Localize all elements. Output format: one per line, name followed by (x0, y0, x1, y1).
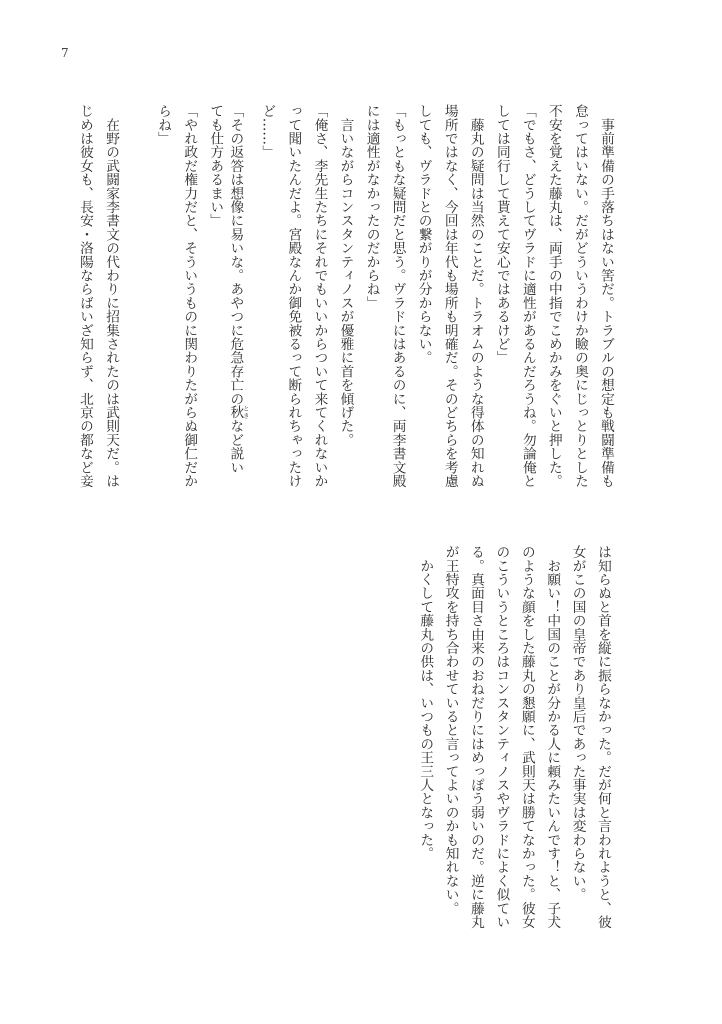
text-line: ど……」 (259, 104, 276, 159)
text-line: しても、ヴラドとの繋がりが分からない。 (415, 104, 432, 365)
ruby-base: 秋 (227, 405, 244, 420)
text-line: 「でもさ、どうしてヴラドに適性があるんだろうね。勿論俺と (519, 104, 536, 488)
text-line: 場所ではなく、今回は年代も場所も明確だ。そのどちらを考慮 (441, 104, 458, 488)
text-line (227, 104, 249, 474)
text-line: らね」 (155, 104, 172, 146)
ruby-annotation (227, 405, 249, 420)
text-line: 女がこの国の皇帝であり皇后であった事実は変わらない。 (569, 545, 586, 902)
text-line: 事前準備の手落ちはない筈だ。トラブルの想定も戦闘準備も (598, 104, 614, 488)
text-line: る。真面目さ由来のおねだりにはめっぽう弱いのだ。逆に藤丸 (468, 545, 484, 929)
text-line: 「もっともな疑問だと思う。ヴラドにはあるのに、両李書文殿 (389, 104, 406, 488)
text-line: のような顔をした藤丸の懇願に、武則天は勝てなかった。彼女 (518, 545, 535, 929)
text-line: 「やれ政だ権力だと、そういうものに関わりたがらぬ御仁だか (181, 104, 198, 488)
text-line: には適性がなかったのだからね」 (363, 104, 380, 310)
text-line: 藤丸の疑問は当然のことだ。トラオムのような得体の知れぬ (467, 104, 484, 488)
text-line: は知らぬと首を縦に振らなかった。だが何と言われようと、彼 (595, 545, 611, 929)
text-line: じめは彼女も、長安・洛陽ならばいざ知らず、北京の都など妾 (77, 104, 93, 488)
text-line: 怠ってはいない。だがどういうわけか瞼の奥にじっとりとした (571, 104, 588, 488)
text-line: 在野の武闘家李書文の代わりに招集されたのは武則天だ。は (103, 104, 120, 488)
text-line: しては同行して貰えて安心ではあるけど」 (493, 104, 510, 365)
text-segment: 「その返答は想像に易いな。あやつに危急存亡の (227, 104, 244, 406)
text-line: かくして藤丸の供は、いつもの王三人となった。 (417, 545, 434, 861)
text-line: が王特攻を持ち合わせていると言ってよいのかも知れない。 (442, 545, 459, 915)
text-line: 不安を覚えた藤丸は、両手の中指でこめかみをぐいと押した。 (545, 104, 562, 488)
text-line: って聞いたんだよ。宮殿なんか御免被るって断られちゃったけ (285, 104, 302, 488)
ruby-reading: とき (241, 405, 249, 420)
text-line: ても仕方あるまい」 (207, 104, 224, 228)
text-line: お願い！中国のことが分かる人に頼みたいんです！と、子犬 (544, 545, 561, 929)
text-line: 「俺さ、李先生たちにそれでもいいからついて来てくれないか (311, 104, 328, 488)
text-line: のこういうところはコンスタンティノスやヴラドによく似てい (493, 545, 510, 929)
text-line: 言いながらコンスタンティノスが優雅に首を傾げた。 (337, 104, 354, 447)
page-number: 7 (61, 46, 69, 60)
text-segment: など説い (227, 419, 244, 474)
